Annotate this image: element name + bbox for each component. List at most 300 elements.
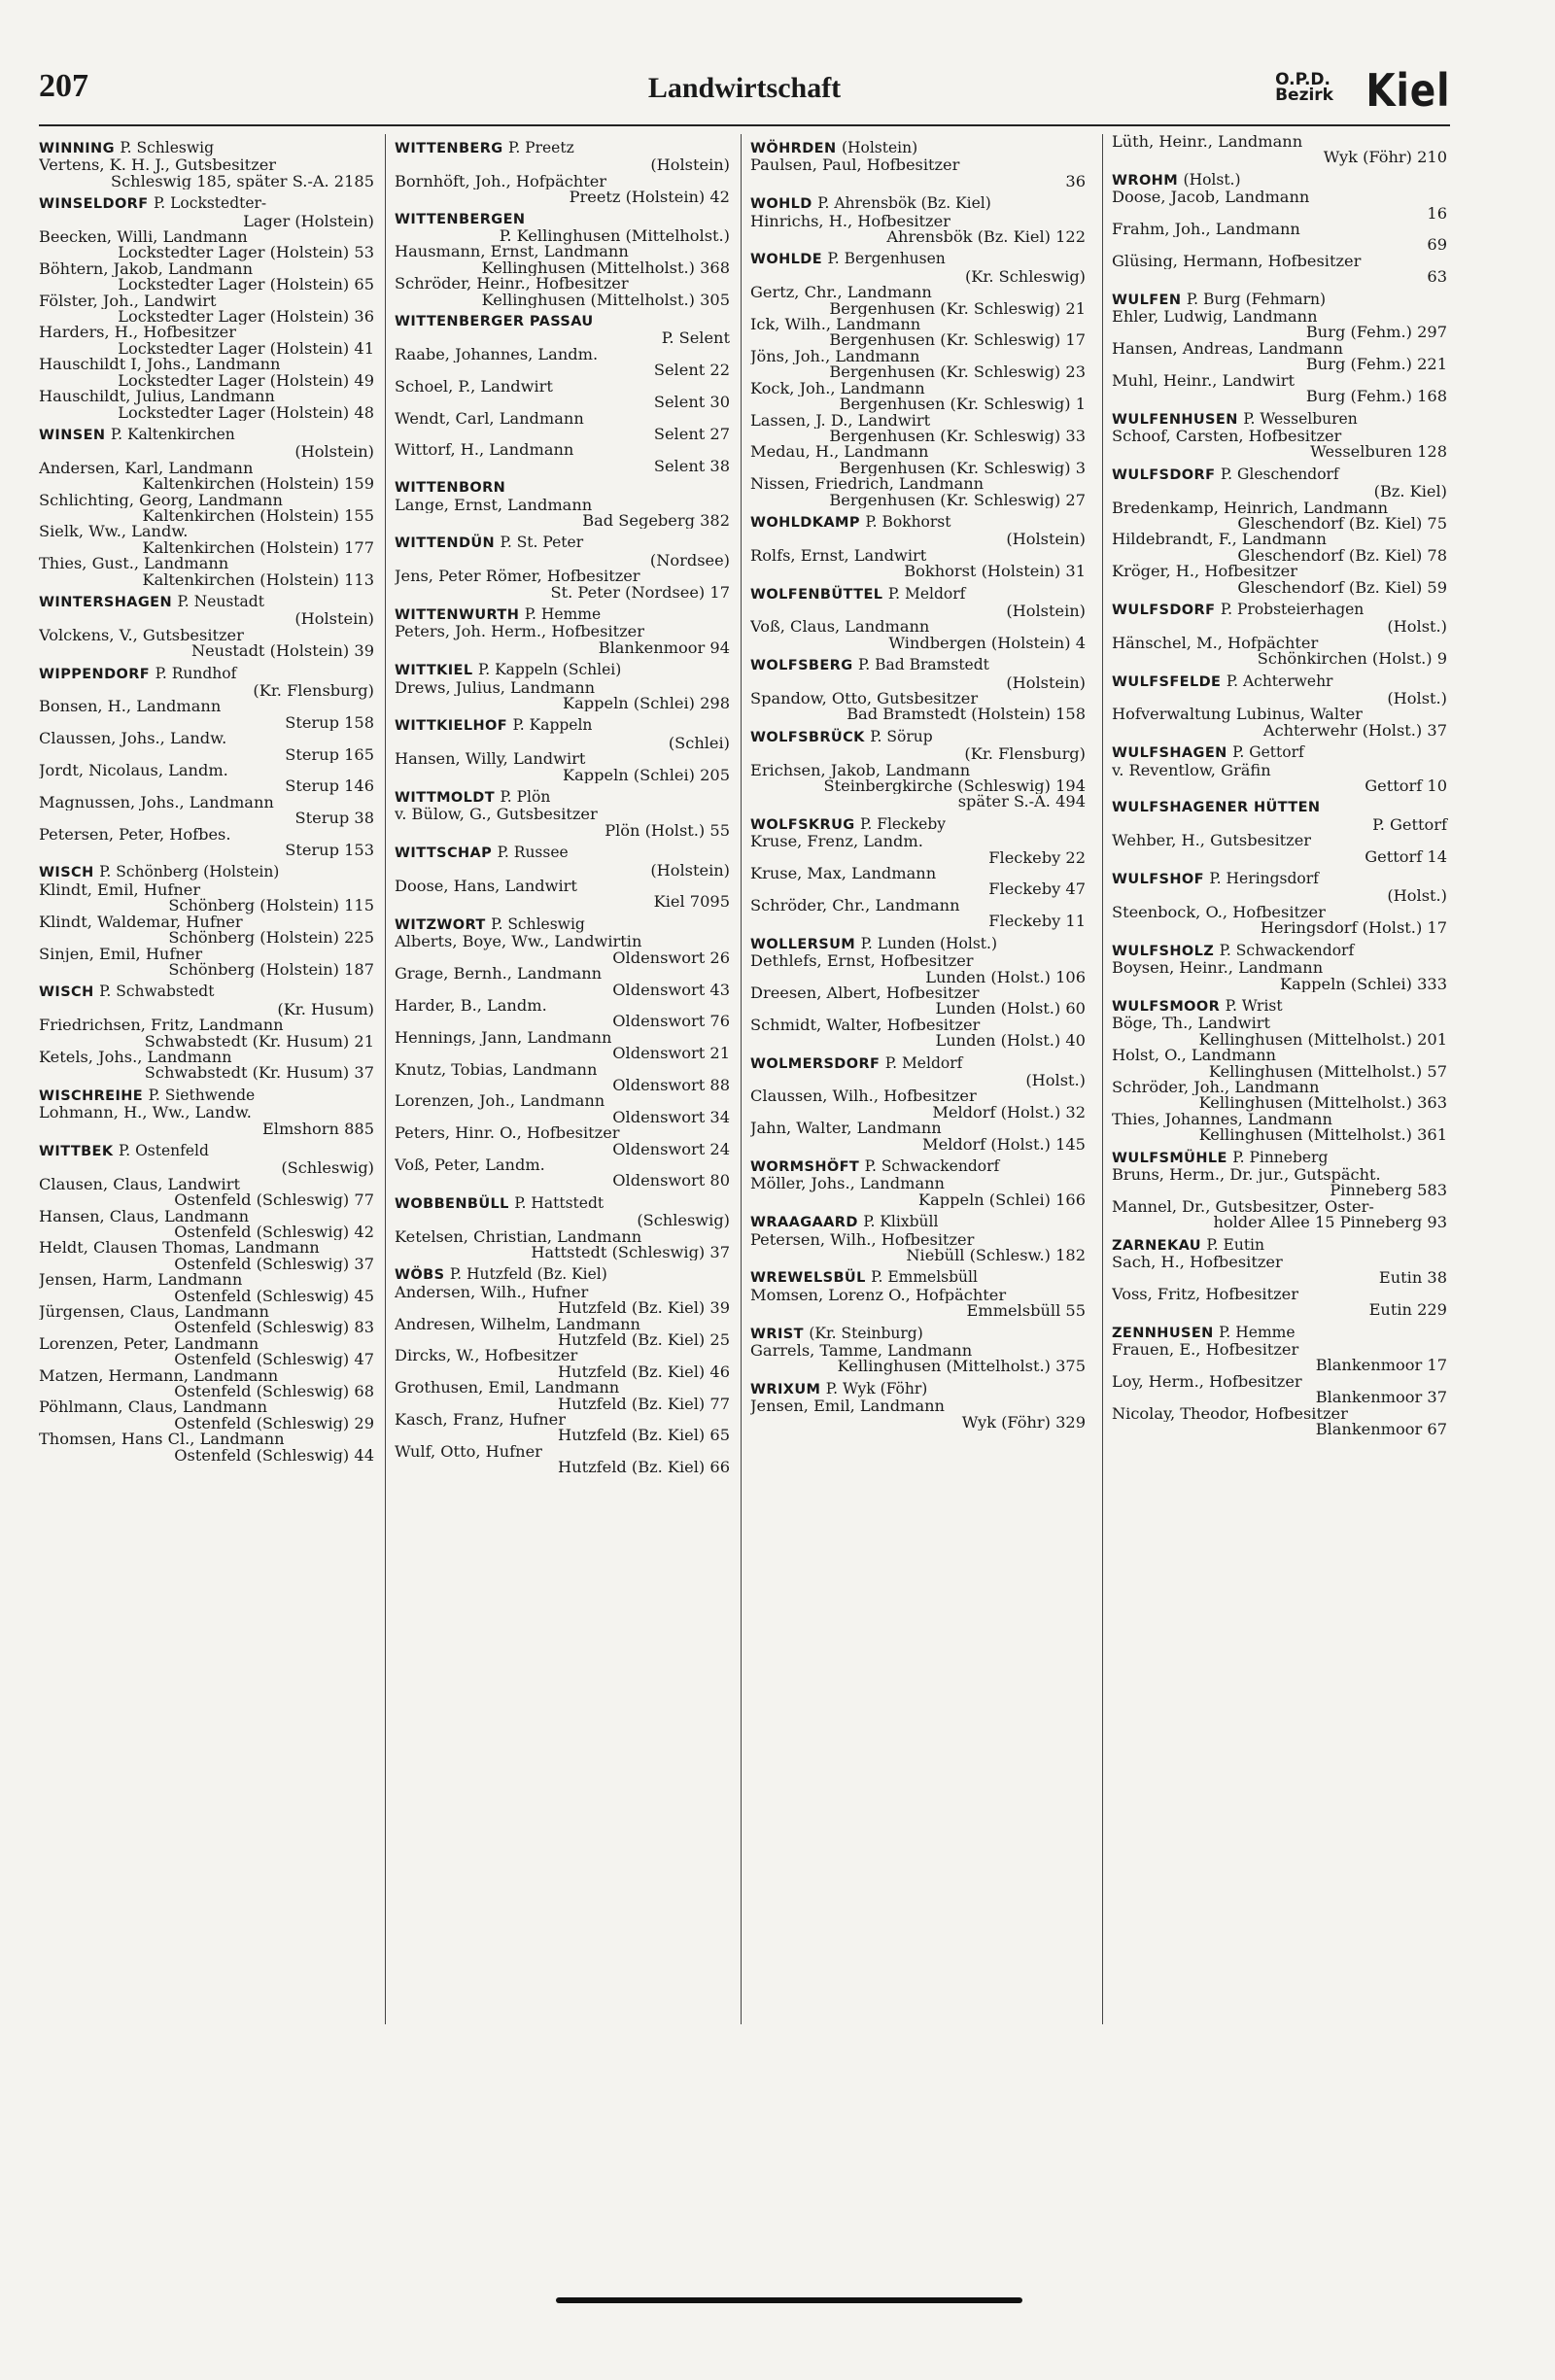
place-heading <box>1112 411 1447 428</box>
place-section <box>750 1381 1086 1431</box>
entry-phone: Kappeln (Schlei) 298 <box>563 696 730 712</box>
place-name: WULFENHUSEN <box>1112 411 1238 428</box>
place-heading <box>750 1269 1086 1286</box>
place-name: WITTENWURTH <box>395 606 520 623</box>
post-office: P. Schleswig <box>120 139 215 156</box>
list-item <box>750 349 1086 381</box>
place-name: WOHLDE <box>750 252 823 268</box>
list-item <box>395 1030 730 1062</box>
entry-name: Spandow, Otto, Gutsbesitzer <box>750 691 979 707</box>
entry-name: Garrels, Tamme, Landmann <box>750 1343 973 1360</box>
place-section <box>750 586 1086 652</box>
list-item <box>395 1380 730 1412</box>
place-section <box>750 816 1086 930</box>
post-office: P. Schwackendorf <box>1219 941 1355 959</box>
column-1 <box>39 134 374 1464</box>
place-section <box>39 140 374 190</box>
entry-name: Muhl, Heinr., Landwirt <box>1112 372 1296 390</box>
entry-phone: Sterup 38 <box>294 811 374 827</box>
entry-phone: Oldenswort 24 <box>612 1141 730 1157</box>
list-item <box>39 325 374 357</box>
post-office: P. Emmelsbüll <box>871 1268 978 1287</box>
place-name: WIPPENDORF <box>39 666 151 682</box>
entry-name: Nissen, Friedrich, Landmann <box>750 476 985 493</box>
entry-phone: Kellinghusen (Mittelholst.) 368 <box>481 259 730 277</box>
page-title: Landwirtschaft <box>647 72 842 104</box>
list-item <box>395 411 730 443</box>
list-item <box>39 1368 374 1400</box>
post-office: (Kr. Steinburg) <box>809 1324 923 1342</box>
list-item <box>395 966 730 998</box>
place-name: WREWELSBÜL <box>750 1270 866 1287</box>
entry-phone: Gleschendorf (Bz. Kiel) 59 <box>1237 579 1447 596</box>
place-heading <box>750 586 1086 603</box>
entry-phone: Burg (Fehm.) 221 <box>1305 357 1447 373</box>
post-office: P. Bokhorst <box>865 512 951 531</box>
place-section <box>750 657 1086 723</box>
place-name: WOLFSBRÜCK <box>750 729 865 745</box>
entry-phone: Schönberg (Holstein) 225 <box>168 930 374 947</box>
district-label <box>1275 72 1333 103</box>
entry-name: Möller, Johs., Landmann <box>750 1176 945 1192</box>
place-name: WULFSMÜHLE <box>1112 1150 1227 1166</box>
entry-name: Holst, O., Landmann <box>1112 1048 1276 1064</box>
list-item <box>395 1412 730 1444</box>
place-section <box>395 789 730 839</box>
list-item <box>395 934 730 966</box>
list-item <box>1112 905 1447 937</box>
place-heading <box>395 140 730 156</box>
entry-name: Hansen, Andreas, Landmann <box>1112 340 1343 358</box>
entry-name: Jensen, Harm, Landmann <box>39 1272 243 1289</box>
post-office: P. Schönberg (Holstein) <box>99 863 280 881</box>
post-office: P. Lockstedter- <box>154 194 267 213</box>
list-item <box>1112 1112 1447 1144</box>
entry-phone: Selent 22 <box>653 362 730 379</box>
entry-name: Boysen, Heinr., Landmann <box>1112 960 1324 977</box>
entry-phone: Bergenhusen (Kr. Schleswig) 3 <box>839 460 1086 477</box>
post-office: P. Heringsdorf <box>1209 870 1319 888</box>
entry-phone: Ahrensbök (Bz. Kiel) 122 <box>886 229 1086 246</box>
list-item <box>1112 254 1447 286</box>
place-heading <box>395 535 730 551</box>
place-section <box>1112 172 1447 286</box>
place-heading <box>1112 998 1447 1015</box>
place-section <box>1112 998 1447 1144</box>
place-name: WITTKIELHOF <box>395 718 508 735</box>
list-item <box>750 1288 1086 1320</box>
place-name: WITTENDÜN <box>395 535 496 552</box>
post-office: P. Neustadt <box>177 592 264 610</box>
page-number: 207 <box>39 68 88 104</box>
list-item <box>395 498 730 530</box>
entry-phone: St. Peter (Nordsee) 17 <box>550 584 730 601</box>
place-section <box>750 1214 1086 1263</box>
list-item <box>39 556 374 588</box>
entry-name: Grage, Bernh., Landmann <box>395 966 603 983</box>
list-item <box>39 357 374 389</box>
post-office: P. Schwackendorf <box>864 1156 1000 1175</box>
list-item <box>1112 190 1447 222</box>
post-office: P. Kappeln <box>512 716 593 735</box>
place-heading <box>750 657 1086 673</box>
entry-phone: Lockstedter Lager (Holstein) 49 <box>118 372 374 390</box>
place-section <box>39 983 374 1081</box>
entry-phone: Ostenfeld (Schleswig) 44 <box>174 1447 374 1465</box>
list-item <box>750 1121 1086 1153</box>
list-item <box>395 569 730 601</box>
post-office-detail: (Kr. Husum) <box>277 999 374 1018</box>
entry-phone: Kellinghusen (Mittelholst.) 305 <box>481 292 730 309</box>
entry-phone: Meldorf (Holst.) 32 <box>932 1104 1086 1121</box>
list-item <box>750 763 1086 795</box>
column-3 <box>750 134 1086 1431</box>
place-name: WITTENBORN <box>395 480 506 497</box>
entry-name: Böge, Th., Landwirt <box>1112 1016 1270 1032</box>
entry-phone: Kaltenkirchen (Holstein) 159 <box>142 476 374 493</box>
list-item <box>39 1272 374 1304</box>
entry-name: Pöhlmann, Claus, Landmann <box>39 1399 268 1416</box>
entry-name: Voß, Peter, Landm. <box>395 1156 545 1174</box>
place-section <box>1112 1325 1447 1438</box>
post-office: P. Siethwende <box>148 1086 256 1104</box>
place-heading <box>39 983 374 1000</box>
post-office: P. Hemme <box>524 604 602 623</box>
post-office: P. Bergenhusen <box>827 250 946 268</box>
entry-phone: Lunden (Holst.) 40 <box>935 1033 1086 1050</box>
entry-phone: Ostenfeld (Schleswig) 42 <box>174 1224 374 1241</box>
post-office: P. Hutzfeld (Bz. Kiel) <box>449 1265 607 1284</box>
entry-name: Magnussen, Johs., Landmann <box>39 794 274 811</box>
post-office: (Holstein) <box>841 139 918 156</box>
entry-name: Schmidt, Walter, Hofbesitzer <box>750 1017 981 1034</box>
list-item <box>395 244 730 276</box>
post-office: P. Preetz <box>508 139 574 156</box>
place-heading <box>39 1087 374 1104</box>
entry-phone: Blankenmoor 17 <box>1315 1358 1447 1374</box>
place-section <box>750 1055 1086 1153</box>
place-section <box>1112 673 1447 740</box>
list-item <box>39 1240 374 1272</box>
list-item <box>39 157 374 190</box>
place-heading <box>39 1143 374 1159</box>
list-item <box>39 1105 374 1137</box>
post-office-detail: (Holstein) <box>1006 530 1086 549</box>
entry-phone: Bergenhusen (Kr. Schleswig) 33 <box>829 428 1086 445</box>
list-item <box>1112 1406 1447 1438</box>
place-name: WITTKIEL <box>395 663 473 679</box>
entry-name: Böhtern, Jakob, Landmann <box>39 260 253 278</box>
entry-name: Mannel, Dr., Gutsbesitzer, Oster- <box>1112 1198 1374 1216</box>
list-item <box>395 347 730 379</box>
list-item <box>750 1176 1086 1208</box>
list-item <box>39 1018 374 1050</box>
place-name: WITTENBERG <box>395 141 503 156</box>
list-item <box>395 276 730 308</box>
place-section <box>395 480 730 529</box>
place-section <box>750 729 1086 811</box>
list-item <box>750 381 1086 413</box>
list-item <box>39 947 374 979</box>
list-item <box>1112 636 1447 668</box>
place-name: WULFEN <box>1112 292 1182 308</box>
entry-name: Andersen, Karl, Landmann <box>39 460 254 477</box>
place-heading <box>395 480 730 496</box>
list-item <box>1112 1374 1447 1406</box>
place-section <box>395 845 730 911</box>
entry-name: Lorenzen, Peter, Landmann <box>39 1335 259 1353</box>
list-item <box>750 985 1086 1018</box>
entry-phone: Eutin 229 <box>1368 1302 1447 1319</box>
place-section <box>1112 1150 1447 1231</box>
post-office: P. Russee <box>497 844 569 862</box>
place-section <box>395 314 730 474</box>
place-name: WINSELDORF <box>39 196 149 213</box>
entry-name: Schröder, Chr., Landmann <box>750 897 960 914</box>
list-item <box>1112 134 1447 166</box>
list-item <box>1112 341 1447 373</box>
place-section <box>750 1158 1086 1208</box>
place-name: WOHLD <box>750 196 812 213</box>
entry-name: Paulsen, Paul, Hofbesitzer <box>750 157 960 174</box>
entry-name: Lorenzen, Joh., Landmann <box>395 1093 605 1110</box>
entry-name: Schoof, Carsten, Hofbesitzer <box>1112 428 1342 445</box>
entry-name: Bornhöft, Joh., Hofpächter <box>395 173 607 190</box>
list-item <box>1112 1048 1447 1080</box>
entry-name: Jensen, Emil, Landmann <box>750 1398 945 1415</box>
entry-phone: Hutzfeld (Bz. Kiel) 46 <box>558 1363 730 1381</box>
entry-phone: Bergenhusen (Kr. Schleswig) 27 <box>829 492 1086 508</box>
entry-phone: Kellinghusen (Mittelholst.) 363 <box>1198 1095 1447 1112</box>
entry-phone: Ostenfeld (Schleswig) 68 <box>174 1384 374 1400</box>
entry-name: Ick, Wilh., Landmann <box>750 317 921 333</box>
entry-phone: Bokhorst (Holstein) 31 <box>904 564 1086 580</box>
entry-phone: Windbergen (Holstein) 4 <box>888 635 1086 652</box>
entry-name: Harders, H., Hofbesitzer <box>39 325 236 341</box>
place-heading <box>395 606 730 623</box>
entry-phone: Lockstedter Lager (Holstein) 48 <box>118 404 374 421</box>
entry-phone: holder Allee 15 Pinneberg 93 <box>1213 1215 1447 1231</box>
entry-name: Alberts, Boye, Ww., Landwirtin <box>395 934 642 950</box>
entry-name: Steenbock, O., Hofbesitzer <box>1112 904 1326 921</box>
entry-phone: Kellinghusen (Mittelholst.) 57 <box>1208 1063 1447 1080</box>
entry-name: Lohmann, H., Ww., Landw. <box>39 1105 252 1121</box>
place-section <box>1112 871 1447 937</box>
header-rule <box>39 124 1450 126</box>
place-name: WITZWORT <box>395 916 486 933</box>
entry-phone: Bad Bramstedt (Holstein) 158 <box>847 707 1086 723</box>
list-item <box>39 1209 374 1241</box>
entry-name: Knutz, Tobias, Landmann <box>395 1061 598 1078</box>
place-section <box>1112 411 1447 461</box>
place-heading <box>750 1214 1086 1230</box>
place-section <box>39 594 374 660</box>
entry-phone: Kappeln (Schlei) 166 <box>918 1191 1086 1209</box>
entry-name: Dircks, W., Hofbesitzer <box>395 1348 578 1364</box>
place-name: WULFSHAGEN <box>1112 745 1227 762</box>
entry-name: Glüsing, Hermann, Hofbesitzer <box>1112 253 1362 270</box>
place-heading <box>750 195 1086 212</box>
entry-name: v. Reventlow, Gräfin <box>1112 762 1271 779</box>
place-name: ZENNHUSEN <box>1112 1325 1214 1341</box>
post-office: P. Hattstedt <box>514 1193 605 1212</box>
place-section <box>395 916 730 1190</box>
entry-name: Frahm, Joh., Landmann <box>1112 222 1300 238</box>
entry-name: Frauen, E., Hofbesitzer <box>1112 1342 1299 1359</box>
list-item <box>39 493 374 525</box>
list-item <box>1112 1255 1447 1287</box>
place-heading <box>1112 871 1447 887</box>
entry-phone: Kappeln (Schlei) 205 <box>563 767 730 784</box>
entry-phone: 69 <box>1427 237 1447 254</box>
entry-phone: Bergenhusen (Kr. Schleswig) 23 <box>829 364 1086 381</box>
entry-phone: Preetz (Holstein) 42 <box>569 190 730 206</box>
entry-phone: Kappeln (Schlei) 333 <box>1280 976 1447 992</box>
list-item <box>395 751 730 783</box>
place-heading <box>750 514 1086 531</box>
entry-phone: Schönberg (Holstein) 115 <box>168 898 374 914</box>
post-office-detail: (Schlei) <box>668 733 730 752</box>
place-section <box>395 140 730 206</box>
place-section <box>1112 292 1447 405</box>
place-section <box>395 606 730 656</box>
entry-phone: Kiel 7095 <box>653 894 730 911</box>
list-item <box>750 214 1086 246</box>
entry-phone: Sterup 158 <box>285 714 374 732</box>
place-heading <box>39 140 374 156</box>
entry-name: Momsen, Lorenz O., Hofpächter <box>750 1287 1007 1304</box>
list-item <box>39 389 374 421</box>
place-heading <box>395 314 730 329</box>
entry-phone: Ostenfeld (Schleswig) 29 <box>174 1415 374 1432</box>
page-header <box>39 64 1450 117</box>
place-name: WROHM <box>1112 172 1179 189</box>
place-heading <box>39 195 374 212</box>
post-office-detail: (Holst.) <box>1387 617 1447 637</box>
place-name: WULFSDORF <box>1112 602 1216 618</box>
place-name: WULFSMOOR <box>1112 998 1221 1015</box>
place-heading <box>1112 1150 1447 1166</box>
entry-phone: Kellinghusen (Mittelholst.) 361 <box>1198 1127 1447 1144</box>
place-name: WULFSFELDE <box>1112 673 1222 690</box>
entry-name: Schlichting, Georg, Landmann <box>39 492 283 508</box>
list-item <box>750 1398 1086 1431</box>
entry-name: Kock, Joh., Landmann <box>750 380 925 397</box>
post-office: P. Ahrensbök (Bz. Kiel) <box>817 194 991 213</box>
post-office: P. Schwabstedt <box>99 983 215 1001</box>
place-name: WOLMERSDORF <box>750 1055 881 1072</box>
entry-name: Vertens, K. H. J., Gutsbesitzer <box>39 157 277 174</box>
entry-phone: Lockstedter Lager (Holstein) 53 <box>118 245 374 261</box>
entry-phone: Lockstedter Lager (Holstein) 36 <box>118 309 374 326</box>
post-office: P. Achterwehr <box>1226 672 1333 690</box>
post-office: P. Wyk (Föhr) <box>825 1379 928 1397</box>
entry-phone: Lunden (Holst.) 106 <box>925 969 1086 985</box>
place-name: WITTMOLDT <box>395 790 496 807</box>
entry-name: Bredenkamp, Heinrich, Landmann <box>1112 500 1389 516</box>
entry-phone: Selent 38 <box>653 458 730 475</box>
post-office-detail: (Holstein) <box>650 860 730 880</box>
entry-phone: Schönberg (Holstein) 187 <box>168 961 374 979</box>
place-section <box>750 251 1086 508</box>
entry-name: Rolfs, Ernst, Landwirt <box>750 547 927 565</box>
place-name: WOHLDKAMP <box>750 514 860 531</box>
entry-phone: Hutzfeld (Bz. Kiel) 25 <box>558 1332 730 1349</box>
list-item <box>1112 564 1447 596</box>
post-office-detail: (Holstein) <box>1006 601 1086 620</box>
place-name: WOLFSBERG <box>750 658 853 674</box>
entry-name: Schröder, Heinr., Hofbesitzer <box>395 276 629 293</box>
list-item <box>750 619 1086 651</box>
post-office-detail: P. Gettorf <box>1372 814 1447 834</box>
list-item <box>395 1229 730 1261</box>
place-section <box>395 212 730 308</box>
entry-phone: 63 <box>1427 269 1447 286</box>
list-item <box>39 827 374 859</box>
place-section <box>395 535 730 601</box>
place-section <box>1112 466 1447 596</box>
post-office-detail: (Holst.) <box>1387 886 1447 906</box>
place-heading <box>750 816 1086 833</box>
bezirk-label: Bezirk <box>1275 86 1333 105</box>
place-heading <box>750 1381 1086 1397</box>
place-name: WULFSHOLZ <box>1112 943 1215 959</box>
post-office: P. Bad Bramstedt <box>858 656 989 674</box>
entry-phone: Fleckeby 11 <box>988 914 1086 930</box>
list-item <box>750 317 1086 349</box>
entry-phone: Ostenfeld (Schleswig) 83 <box>174 1320 374 1336</box>
place-section <box>1112 800 1447 865</box>
list-item <box>1112 500 1447 533</box>
place-heading <box>1112 1237 1447 1254</box>
list-item <box>395 1444 730 1476</box>
entry-name: Jordt, Nicolaus, Landm. <box>39 763 228 779</box>
entry-name: Hauschildt, Julius, Landmann <box>39 389 275 405</box>
entry-phone: Emmelsbüll 55 <box>966 1303 1086 1320</box>
place-name: WULFSHOF <box>1112 872 1204 888</box>
entry-phone: Plön (Holst.) 55 <box>605 822 730 840</box>
place-heading <box>750 1158 1086 1175</box>
entry-name: Sinjen, Emil, Hufner <box>39 946 203 962</box>
place-heading <box>1112 800 1447 815</box>
entry-name: Lassen, J. D., Landwirt <box>750 412 931 429</box>
list-item <box>750 866 1086 898</box>
post-office: P. Gettorf <box>1232 743 1304 762</box>
entry-phone: Bad Segeberg 382 <box>582 512 730 530</box>
entry-phone: Oldenswort 26 <box>612 949 730 967</box>
entry-name: Raabe, Johannes, Landm. <box>395 346 599 363</box>
list-item <box>750 1343 1086 1375</box>
entry-phone: Sterup 146 <box>285 778 374 795</box>
place-heading <box>395 717 730 734</box>
entry-phone: Eutin 38 <box>1378 1270 1447 1287</box>
entry-name: Friedrichsen, Fritz, Landmann <box>39 1018 284 1034</box>
list-item <box>1112 1342 1447 1374</box>
place-heading <box>750 729 1086 745</box>
entry-phone: Gleschendorf (Bz. Kiel) 78 <box>1237 547 1447 565</box>
entry-phone: Fleckeby 47 <box>988 881 1086 898</box>
list-item <box>39 229 374 261</box>
list-item <box>395 1348 730 1380</box>
entry-name: Matzen, Hermann, Landmann <box>39 1367 279 1385</box>
post-office-detail: (Kr. Schleswig) <box>964 266 1086 286</box>
post-office: P. Probsteierhagen <box>1220 600 1365 618</box>
entry-phone: Ostenfeld (Schleswig) 47 <box>174 1352 374 1368</box>
place-name: WRIXUM <box>750 1381 821 1397</box>
entry-name: Petersen, Peter, Hofbes. <box>39 826 231 844</box>
entry-name: Bonsen, H., Landmann <box>39 699 222 715</box>
place-section <box>395 1266 730 1475</box>
